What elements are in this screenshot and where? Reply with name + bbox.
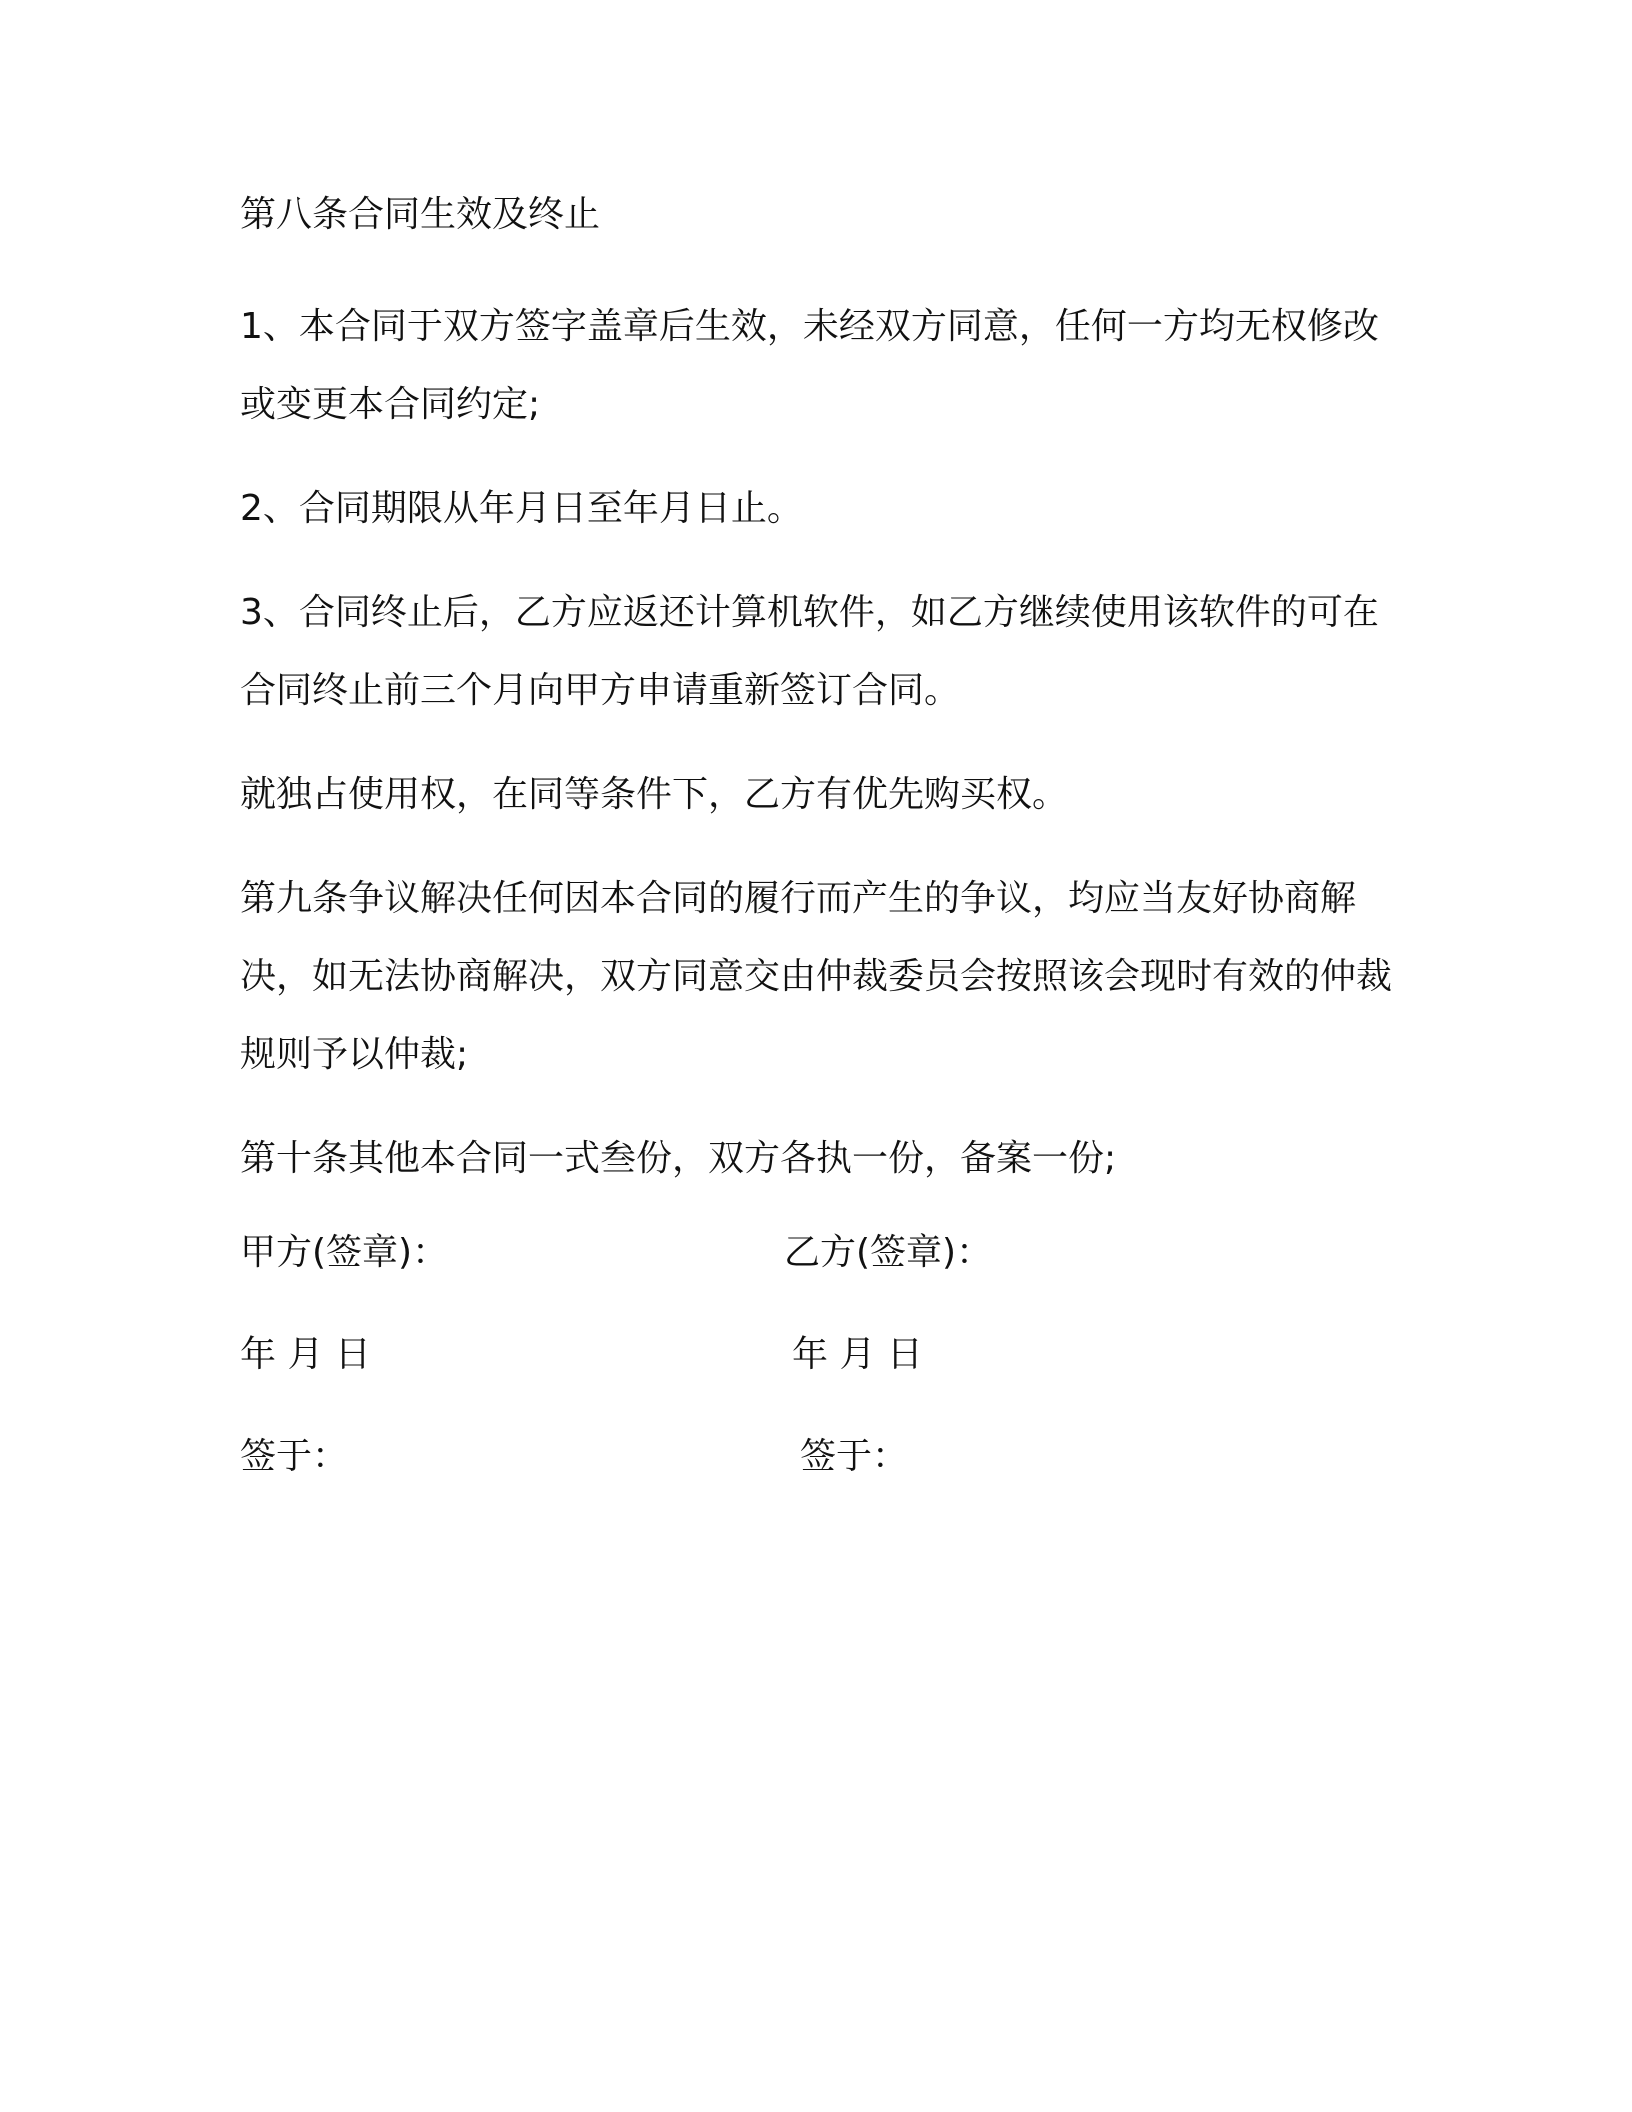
party-a-date: 年 月 日	[240, 1334, 371, 1375]
signature-place-row	[240, 1428, 1400, 1486]
article8-title: 第八条合同生效及终止	[240, 194, 601, 235]
clause-3: 3、合同终止后，乙方应返还计算机软件，如乙方继续使用该软件的可在合同终止前三个月向甲方申请重新签订合同。	[240, 592, 1379, 711]
article9-dispute-resolution: 第九条争议解决任何因本合同的履行而产生的争议，均应当友好协商解决，如无法协商解决，双方同意交由仲裁委员会按照该会现时有效的仲裁规则予以仲裁;	[240, 878, 1393, 1075]
clause-2: 2、合同期限从年月日至年月日止。	[240, 488, 803, 529]
party-a-place: 签于：	[240, 1436, 349, 1477]
exclusive-right-note: 就独占使用权，在同等条件下，乙方有优先购买权。	[240, 774, 1069, 815]
signature-date-row	[240, 1326, 1400, 1384]
party-b-signature-label: 乙方(签章)：	[784, 1232, 993, 1273]
signature-label-row	[240, 1224, 1400, 1282]
document-body	[240, 186, 1400, 1530]
article10-other: 第十条其他本合同一式叁份，双方各执一份，备案一份;	[240, 1138, 1117, 1179]
party-b-date: 年 月 日	[792, 1334, 923, 1375]
party-a-signature-label: 甲方(签章)：	[240, 1232, 449, 1273]
party-b-place: 签于：	[800, 1436, 909, 1477]
clause-1: 1、本合同于双方签字盖章后生效，未经双方同意，任何一方均无权修改或变更本合同约定;	[240, 306, 1379, 425]
